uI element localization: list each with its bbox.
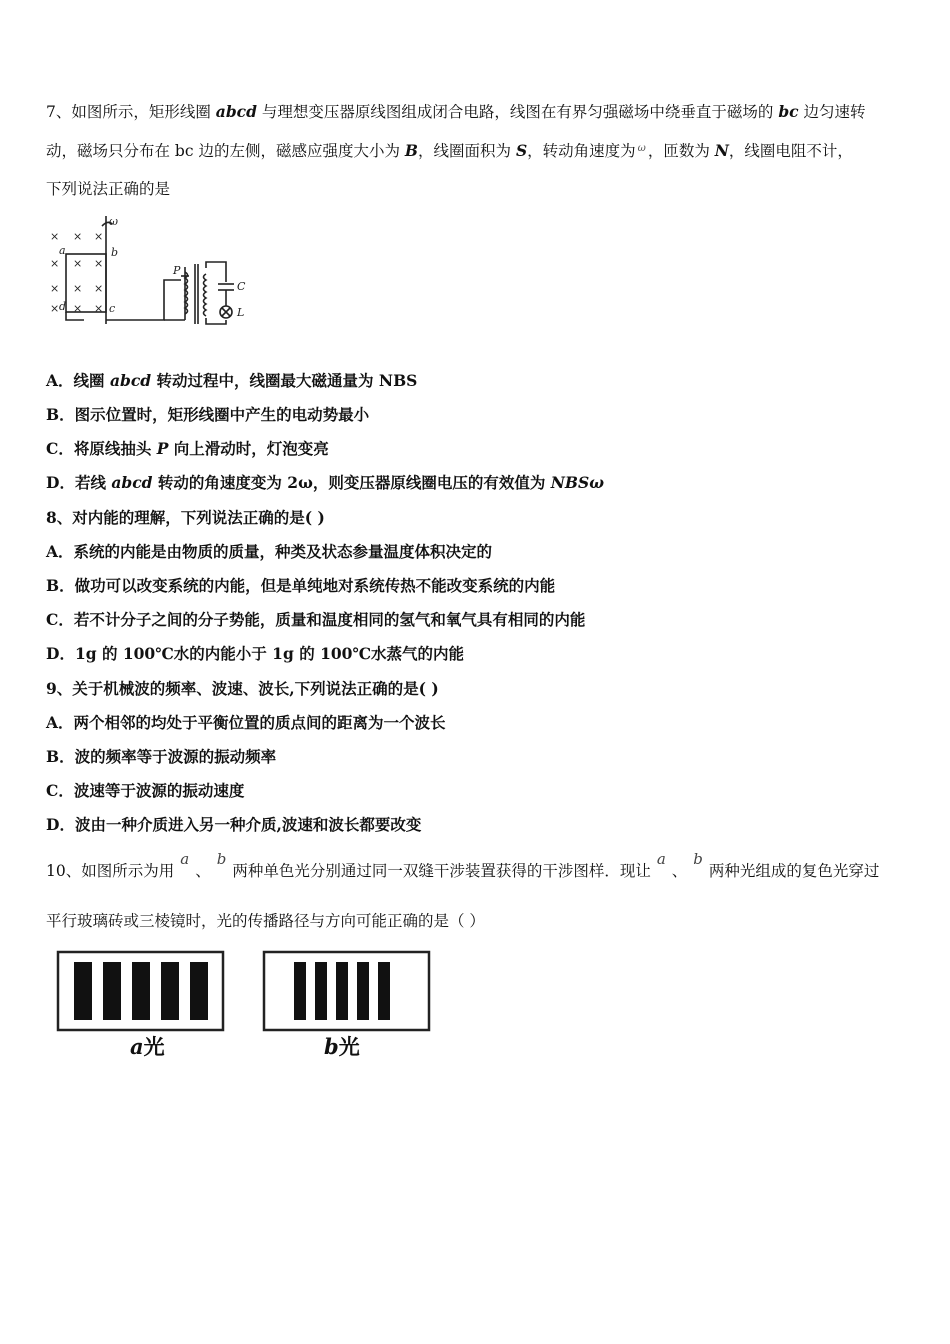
- secondary-circuit: [206, 318, 226, 324]
- field-x-mark: ×: [94, 230, 104, 243]
- q8-option-c: C．若不计分子之间的分子势能，质量和温度相同的氢气和氧气具有相同的内能: [46, 610, 586, 629]
- field-x-mark: ×: [50, 302, 60, 315]
- q8-option-a: A．系统的内能是由物质的质量，种类及状态参量温度体积决定的: [46, 542, 493, 561]
- secondary-winding: [204, 274, 207, 316]
- light-b-symbol: b: [216, 850, 227, 868]
- q7-stem-line2: 动，磁场只分布在 bc 边的左侧，磁感应强度大小为 B，线圈面积为 S，转动角速度为 $^\omega$ ，匝数为 N，线圈电阻不计，: [46, 141, 853, 160]
- field-x-mark: ×: [94, 257, 104, 270]
- q7-option-d: D．若线 abcd 转动的角速度变为 2ω，则变压器原线圈电压的有效值为 NBSω: [46, 473, 604, 492]
- field-x-mark: ×: [73, 257, 83, 270]
- fringe-b: [378, 962, 390, 1020]
- secondary-circuit: [206, 262, 226, 282]
- q7-option-b: B．图示位置时，矩形线圈中产生的电动势最小: [46, 405, 370, 424]
- q7-option-c: C．将原线抽头 P 向上滑动时，灯泡变亮: [46, 439, 329, 458]
- q8-stem: 8、对内能的理解，下列说法正确的是( ): [46, 508, 325, 527]
- q8-option-b: B．做功可以改变系统的内能，但是单纯地对系统传热不能改变系统的内能: [46, 576, 556, 595]
- fringe-a: [74, 962, 92, 1020]
- label-omega: ω: [109, 215, 118, 228]
- fringe-b: [294, 962, 306, 1020]
- q10-stem-line1: 10、如图所示为用a、b两种单色光分别通过同一双缝干涉装置获得的干涉图样．现让a、b两种光组成的复色光穿过: [46, 850, 880, 880]
- q9-option-a: A．两个相邻的均处于平衡位置的质点间的距离为一个波长: [46, 713, 446, 732]
- label-C: C: [237, 280, 246, 293]
- fringe-a: [190, 962, 208, 1020]
- label-P: P: [173, 264, 181, 277]
- lead-wire: [106, 280, 181, 320]
- field-x-mark: ×: [50, 257, 60, 270]
- field-x-mark: ×: [50, 230, 60, 243]
- label-d: d: [59, 300, 67, 313]
- light-b-symbol: b: [693, 850, 703, 868]
- fringe-b: [315, 962, 327, 1020]
- field-x-mark: ×: [94, 302, 104, 315]
- q9-option-d: D．波由一种介质进入另一种介质,波速和波长都要改变: [46, 815, 422, 834]
- field-x-mark: ×: [73, 302, 83, 315]
- fringe-a: [103, 962, 121, 1020]
- fringe-a: [132, 962, 150, 1020]
- q9-option-c: C．波速等于波源的振动速度: [46, 781, 245, 800]
- caption-a: a光: [130, 1034, 165, 1059]
- label-a: a: [59, 244, 66, 257]
- light-a-symbol: a: [180, 850, 190, 868]
- fringe-a: [161, 962, 179, 1020]
- light-a-symbol: a: [656, 850, 666, 868]
- q7-stem-line1: 7、如图所示，矩形线圈 abcd 与理想变压器原线图组成闭合电路，线图在有界匀强磁场中绕垂直于磁场的 bc 边匀速转: [46, 102, 866, 121]
- label-b: b: [111, 246, 119, 259]
- q7-circuit-figure: [46, 212, 256, 344]
- caption-b: b光: [324, 1034, 360, 1059]
- fringe-b: [357, 962, 369, 1020]
- fringe-b: [336, 962, 348, 1020]
- q8-option-d: D．1g 的 100℃水的内能小于 1g 的 100℃水蒸气的内能: [46, 644, 465, 663]
- omega-symbol: ω: [637, 143, 646, 154]
- q10-interference-figures: [56, 948, 436, 1066]
- field-x-mark: ×: [50, 282, 60, 295]
- label-L: L: [237, 306, 245, 319]
- field-x-mark: ×: [94, 282, 104, 295]
- q7-stem-line3: 下列说法正确的是: [46, 180, 171, 198]
- q7-option-a: A．线圈 abcd 转动过程中，线圈最大磁通量为 NBS: [46, 371, 418, 390]
- field-x-mark: ×: [73, 282, 83, 295]
- q9-option-b: B．波的频率等于波源的振动频率: [46, 747, 277, 766]
- field-x-mark: ×: [73, 230, 83, 243]
- label-c: c: [109, 302, 116, 315]
- q9-stem: 9、关于机械波的频率、波速、波长,下列说法正确的是( ): [46, 679, 439, 698]
- q10-stem-line2: 平行玻璃砖或三棱镜时，光的传播路径与方向可能正确的是（ ）: [46, 912, 485, 930]
